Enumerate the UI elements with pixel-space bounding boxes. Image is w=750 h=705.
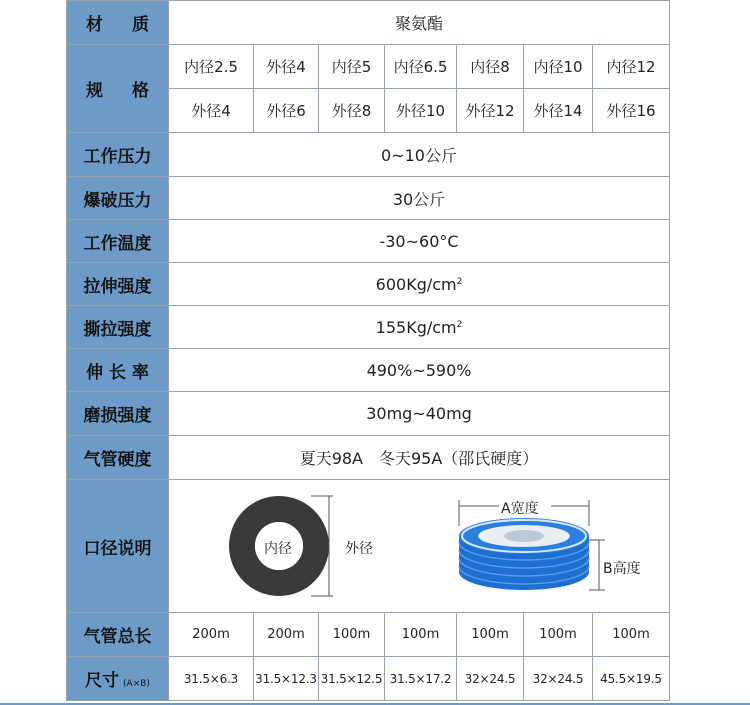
diameter-diagram-cell — [169, 480, 670, 613]
work-temp-label: 工作温度 — [67, 220, 169, 263]
spec-inner-cell: 内径6.5 — [385, 45, 457, 89]
spec-inner-cell: 外径4 — [254, 45, 319, 89]
spec-outer-cell: 外径8 — [319, 89, 385, 133]
burst-pressure-label: 爆破压力 — [67, 177, 169, 220]
size-cell: 32×24.5 — [524, 657, 593, 701]
work-temp-row — [67, 220, 670, 263]
diameter-diagram — [169, 480, 669, 612]
size-row — [67, 657, 670, 701]
tensile-text: 600Kg/cm — [375, 274, 457, 294]
work-temp-value: -30~60°C — [169, 220, 670, 263]
length-label: 气管总长 — [67, 613, 169, 657]
elongation-value: 490%~590% — [169, 349, 670, 392]
diameter-label: 口径说明 — [67, 480, 169, 613]
diagram-svg — [169, 480, 669, 612]
spec-inner-cell: 内径8 — [457, 45, 524, 89]
abrasion-row — [67, 392, 670, 436]
spec-table — [66, 0, 670, 701]
material-label: 材 质 — [67, 1, 169, 45]
work-pressure-row — [67, 133, 670, 177]
spec-outer-cell: 外径16 — [593, 89, 670, 133]
spec-outer-cell: 外径12 — [457, 89, 524, 133]
size-cell: 31.5×17.2 — [385, 657, 457, 701]
tensile-value — [169, 263, 670, 306]
tensile-sup: 2 — [456, 276, 463, 287]
diameter-row — [67, 480, 670, 613]
hardness-label: 气管硬度 — [67, 436, 169, 480]
tensile-row — [67, 263, 670, 306]
tear-sup: 2 — [456, 319, 463, 330]
size-cell: 31.5×12.3 — [254, 657, 319, 701]
hardness-row — [67, 436, 670, 480]
spec-row-inner — [67, 45, 670, 89]
material-value: 聚氨酯 — [169, 1, 670, 45]
work-pressure-label: 工作压力 — [67, 133, 169, 177]
length-cell: 200m — [254, 613, 319, 657]
tear-value — [169, 306, 670, 349]
height-label: B高度 — [603, 561, 641, 577]
burst-pressure-value: 30公斤 — [169, 177, 670, 220]
inner-diameter-label: 内径 — [264, 541, 292, 557]
size-label-sub: (A×B) — [123, 679, 150, 689]
spec-inner-cell: 内径5 — [319, 45, 385, 89]
abrasion-value: 30mg~40mg — [169, 392, 670, 436]
tensile-label: 拉伸强度 — [67, 263, 169, 306]
size-label-text: 尺寸 — [85, 671, 120, 691]
size-cell: 32×24.5 — [457, 657, 524, 701]
spec-label: 规 格 — [67, 45, 169, 133]
elongation-row — [67, 349, 670, 392]
tear-label: 撕拉强度 — [67, 306, 169, 349]
spec-outer-cell: 外径6 — [254, 89, 319, 133]
tear-row — [67, 306, 670, 349]
spec-inner-cell: 内径2.5 — [169, 45, 254, 89]
outer-diameter-label: 外径 — [345, 541, 373, 557]
size-label — [67, 657, 169, 701]
hardness-value: 夏天98A 冬天95A（邵氏硬度） — [169, 436, 670, 480]
length-cell: 100m — [593, 613, 670, 657]
length-row — [67, 613, 670, 657]
width-label: A宽度 — [501, 501, 539, 517]
tear-text: 155Kg/cm — [375, 317, 457, 337]
burst-pressure-row — [67, 177, 670, 220]
material-row — [67, 1, 670, 45]
length-cell: 100m — [524, 613, 593, 657]
length-cell: 200m — [169, 613, 254, 657]
length-cell: 100m — [457, 613, 524, 657]
spec-outer-cell: 外径10 — [385, 89, 457, 133]
size-cell: 45.5×19.5 — [593, 657, 670, 701]
spec-outer-cell: 外径4 — [169, 89, 254, 133]
work-pressure-value: 0~10公斤 — [169, 133, 670, 177]
spec-inner-cell: 内径10 — [524, 45, 593, 89]
spec-inner-cell: 内径12 — [593, 45, 670, 89]
elongation-label: 伸 长 率 — [67, 349, 169, 392]
size-cell: 31.5×12.5 — [319, 657, 385, 701]
spec-outer-cell: 外径14 — [524, 89, 593, 133]
spool-icon — [459, 518, 589, 590]
length-cell: 100m — [385, 613, 457, 657]
length-cell: 100m — [319, 613, 385, 657]
abrasion-label: 磨损强度 — [67, 392, 169, 436]
size-cell: 31.5×6.3 — [169, 657, 254, 701]
